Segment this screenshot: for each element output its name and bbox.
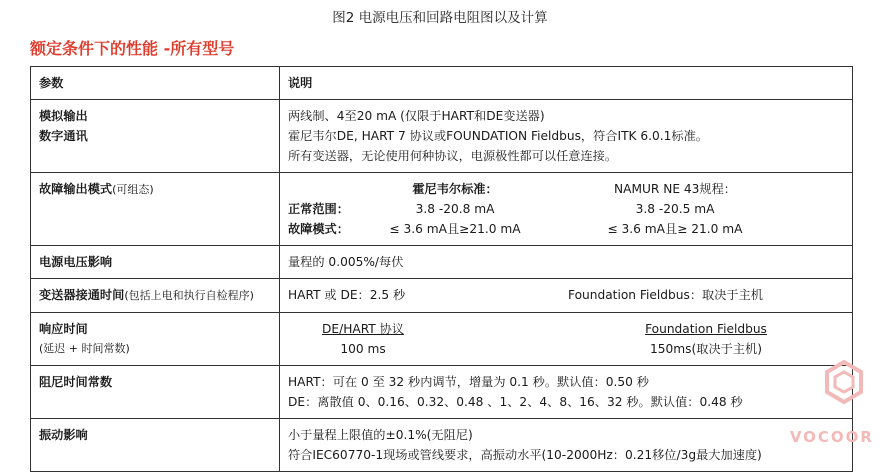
param-vibration: 振动影响 xyxy=(31,419,280,472)
fault-mode-honeywell: ≤ 3.6 mA且≥21.0 mA xyxy=(389,222,521,236)
section-title: 额定条件下的性能 -所有型号 xyxy=(30,39,235,58)
vocoor-logo-icon xyxy=(824,360,864,408)
fault-col-honeywell: 霍尼韦尔标准： xyxy=(412,182,498,196)
table-row-fault xyxy=(31,173,853,246)
desc-supply-effect: 量程的 0.005%/每伏 xyxy=(280,246,853,279)
vibration-line-2: 符合IEC60770-1现场或管线要求，高振动水平(10-2000Hz：0.21移位/3g最大加速度) xyxy=(288,448,762,462)
response-val-hart: 100 ms xyxy=(340,342,386,356)
response-grid xyxy=(288,319,844,359)
desc-cell xyxy=(280,419,853,472)
vibration-line-1: 小于量程上限值的±0.1%(无阻尼) xyxy=(288,428,473,442)
header-param: 参数 xyxy=(31,67,280,100)
param-damping: 阻尼时间常数 xyxy=(31,366,280,419)
figure-caption: 图2 电源电压和回路电阻图以及计算 xyxy=(332,10,548,26)
watermark-text: VOCOOR xyxy=(789,428,874,446)
param-response-time: 响应时间 xyxy=(39,322,88,336)
table-row-startup xyxy=(31,279,853,313)
damping-hart: HART：可在 0 至 32 秒内调节，增量为 0.1 秒。默认值：0.50 秒 xyxy=(288,375,649,389)
response-hdr-hart: DE/HART 协议 xyxy=(322,322,404,336)
header-desc: 说明 xyxy=(280,67,853,100)
fault-normal-label: 正常范围： xyxy=(288,202,349,216)
param-cell xyxy=(31,279,280,313)
param-startup-time: 变送器接通时间 xyxy=(39,288,125,302)
fault-mode-label: 故障模式： xyxy=(288,222,349,236)
damping-de: DE：离散值 0、0.16、0.32、0.48 、1、2、4、8、16、32 秒。默认值：0.48 秒 xyxy=(288,395,743,409)
fault-col-namur: NAMUR NE 43规程： xyxy=(614,182,736,196)
startup-fieldbus: Foundation Fieldbus：取决于主机 xyxy=(568,288,763,302)
response-hdr-fieldbus: Foundation Fieldbus xyxy=(645,322,767,336)
fault-normal-namur: 3.8 -20.5 mA xyxy=(635,202,715,216)
param-cell xyxy=(31,100,280,173)
param-fault-sub: (可组态) xyxy=(112,183,154,196)
desc-cell xyxy=(280,313,853,366)
param-cell xyxy=(31,173,280,246)
param-response-sub: (延迟 + 时间常数) xyxy=(39,342,130,355)
table-header-row xyxy=(31,67,853,100)
watermark-logo xyxy=(789,360,874,446)
spec-table xyxy=(30,66,853,472)
desc-cell xyxy=(280,279,853,313)
table-row-analog xyxy=(31,100,853,173)
table-row-vibration xyxy=(31,419,853,472)
response-val-fieldbus: 150ms(取决于主机) xyxy=(650,342,762,356)
param-analog-output: 模拟输出 xyxy=(39,109,88,123)
desc-cell xyxy=(280,173,853,246)
param-startup-sub: (包括上电和执行自检程序) xyxy=(124,289,254,302)
startup-hart-de: HART 或 DE：2.5 秒 xyxy=(288,288,406,302)
desc-cell xyxy=(280,100,853,173)
fault-mode-namur: ≤ 3.6 mA且≥ 21.0 mA xyxy=(607,222,743,236)
table-row-damping xyxy=(31,366,853,419)
analog-line-2: 霍尼韦尔DE, HART 7 协议或FOUNDATION Fieldbus，符合ITK 6.0.1标准。 xyxy=(288,129,708,143)
param-cell xyxy=(31,313,280,366)
analog-line-1: 两线制、4至20 mA (仅限于HART和DE变送器) xyxy=(288,109,545,123)
fault-normal-honeywell: 3.8 -20.8 mA xyxy=(415,202,495,216)
fault-grid xyxy=(288,179,844,239)
param-digital-comm: 数字通讯 xyxy=(39,129,88,143)
desc-cell xyxy=(280,366,853,419)
table-row-supply xyxy=(31,246,853,279)
param-fault-output: 故障输出模式 xyxy=(39,182,113,196)
analog-line-3: 所有变送器，无论使用何种协议，电源极性都可以任意连接。 xyxy=(288,149,618,163)
param-supply-effect: 电源电压影响 xyxy=(31,246,280,279)
table-row-response xyxy=(31,313,853,366)
